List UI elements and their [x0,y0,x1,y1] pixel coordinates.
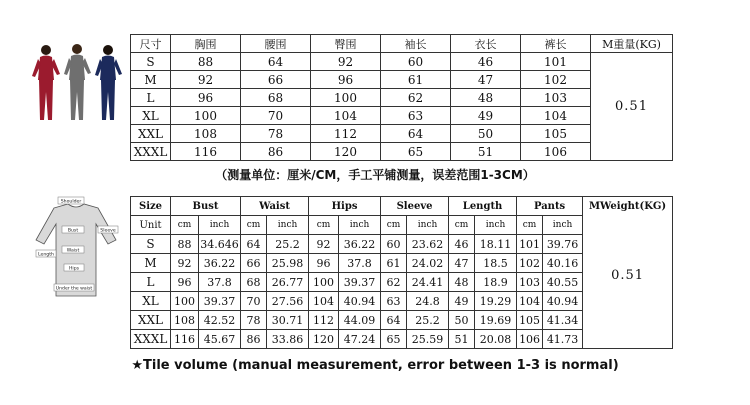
table-cell: 47 [451,71,521,89]
table-cell: 51 [451,143,521,161]
table-cell: 19.69 [475,311,517,330]
header-size: 尺寸 [131,35,171,53]
size-cell: XXXL [131,143,171,161]
table-cell: 116 [171,330,199,349]
table-cell: 33.86 [267,330,309,349]
size-cell: XL [131,292,171,311]
diagram-label-bust: Bust [67,228,79,234]
size-cell: L [131,273,171,292]
header-length: 衣长 [451,35,521,53]
table-cell: 64 [381,311,407,330]
table-cell: 49 [451,107,521,125]
table-cell: 26.77 [267,273,309,292]
table-cell: 61 [381,254,407,273]
model-grey-outfit [64,44,91,120]
table-cell: 106 [521,143,591,161]
table-cell: 92 [171,71,241,89]
diagram-label-sleeve: Sleeve [100,228,116,234]
table-cell: 64 [241,53,311,71]
table-cell: 92 [311,53,381,71]
diagram-label-shoulder: Shoulder [60,199,82,205]
table-cell: 101 [517,235,543,254]
measurement-note-en: ★Tile volume (manual measurement, error between 1-3 is normal) [131,358,619,373]
table-cell: 49 [449,292,475,311]
table-cell: 25.2 [407,311,449,330]
size-cell: M [131,71,171,89]
table-cell: 104 [517,292,543,311]
table-cell: 41.73 [543,330,583,349]
unit-inch: inch [407,216,449,235]
unit-inch: inch [543,216,583,235]
header-weight: M重量(KG) [591,35,673,53]
size-cell: XL [131,107,171,125]
table-cell: 88 [171,53,241,71]
table-cell: 64 [241,235,267,254]
table-cell: 104 [521,107,591,125]
header-hips: Hips [309,197,381,216]
header-waist: Waist [241,197,309,216]
table-cell: 60 [381,53,451,71]
table-cell: 65 [381,330,407,349]
table-cell: 68 [241,273,267,292]
table-cell: 25.59 [407,330,449,349]
table-cell: 100 [309,273,339,292]
table-cell: 102 [517,254,543,273]
table-cell: 44.09 [339,311,381,330]
table-header-row [131,197,673,216]
table-cell: 47.24 [339,330,381,349]
table-cell: 86 [241,143,311,161]
unit-inch: inch [475,216,517,235]
table-cell: 101 [521,53,591,71]
unit-cm: cm [381,216,407,235]
size-cell: XXL [131,311,171,330]
header-bust: 胸围 [171,35,241,53]
table-cell: 104 [311,107,381,125]
header-sleeve: Sleeve [381,197,449,216]
measurement-diagram [28,196,124,302]
diagram-label-length: Length [38,252,54,258]
table-cell: 37.8 [199,273,241,292]
unit-cm: cm [309,216,339,235]
table-cell: 61 [381,71,451,89]
header-sleeve: 袖长 [381,35,451,53]
table-cell: 96 [311,71,381,89]
table-cell: 45.67 [199,330,241,349]
table-cell: 36.22 [339,235,381,254]
table-cell: 100 [171,292,199,311]
table-cell: 92 [309,235,339,254]
size-table-cn [130,34,673,161]
table-cell: 47 [449,254,475,273]
header-size: Size [131,197,171,216]
table-cell: 116 [171,143,241,161]
table-cell: 66 [241,71,311,89]
table-cell: 39.76 [543,235,583,254]
unit-inch: inch [199,216,241,235]
model-red-outfit [32,45,60,120]
table-cell: 37.8 [339,254,381,273]
table-cell: 30.71 [267,311,309,330]
size-table-en [130,196,673,349]
table-cell: 103 [521,89,591,107]
size-cell: M [131,254,171,273]
table-cell: 40.55 [543,273,583,292]
table-cell: 48 [451,89,521,107]
table-cell: 24.8 [407,292,449,311]
table-cell: 18.9 [475,273,517,292]
unit-cm: cm [241,216,267,235]
table-cell: 100 [171,107,241,125]
unit-cm: cm [517,216,543,235]
table-cell: 51 [449,330,475,349]
table-cell: 105 [517,311,543,330]
table-cell: 96 [309,254,339,273]
table-cell: 92 [171,254,199,273]
unit-cm: cm [171,216,199,235]
header-pants: 裤长 [521,35,591,53]
measurement-note-cn: （测量单位：厘米/CM，手工平铺测量，误差范围1-3CM） [215,168,535,182]
table-cell: 68 [241,89,311,107]
size-cell: XXXL [131,330,171,349]
table-cell: 105 [521,125,591,143]
header-hips: 臀围 [311,35,381,53]
table-cell: 100 [311,89,381,107]
table-cell: 104 [309,292,339,311]
table-cell: 112 [311,125,381,143]
table-cell: 48 [449,273,475,292]
table-cell: 39.37 [199,292,241,311]
table-cell: 39.37 [339,273,381,292]
size-cell: S [131,235,171,254]
table-cell: 106 [517,330,543,349]
table-cell: 50 [451,125,521,143]
weight-value: 0.51 [591,53,673,161]
diagram-label-waist: Waist [66,248,80,254]
table-cell: 103 [517,273,543,292]
table-row [131,53,673,71]
table-cell: 66 [241,254,267,273]
unit-inch: inch [339,216,381,235]
table-cell: 60 [381,235,407,254]
table-cell: 78 [241,311,267,330]
header-pants: Pants [517,197,583,216]
table-cell: 96 [171,273,199,292]
table-cell: 40.16 [543,254,583,273]
table-cell: 64 [381,125,451,143]
table-cell: 19.29 [475,292,517,311]
table-cell: 24.41 [407,273,449,292]
table-cell: 62 [381,273,407,292]
model-navy-outfit [95,45,122,120]
header-length: Length [449,197,517,216]
header-weight: MWeight(KG) [588,201,667,212]
table-cell: 41.34 [543,311,583,330]
table-cell: 36.22 [199,254,241,273]
table-cell: 108 [171,125,241,143]
table-header-row [131,35,673,53]
table-cell: 40.94 [543,292,583,311]
table-cell: 25.2 [267,235,309,254]
table-cell: 24.02 [407,254,449,273]
table-cell: 112 [309,311,339,330]
weight-column [583,197,673,349]
weight-value: 0.51 [611,268,645,283]
table-cell: 108 [171,311,199,330]
table-cell: 23.62 [407,235,449,254]
header-bust: Bust [171,197,241,216]
table-cell: 18.5 [475,254,517,273]
table-cell: 50 [449,311,475,330]
table-cell: 70 [241,292,267,311]
table-cell: 120 [311,143,381,161]
table-cell: 20.08 [475,330,517,349]
table-cell: 62 [381,89,451,107]
table-cell: 70 [241,107,311,125]
table-cell: 40.94 [339,292,381,311]
unit-cm: cm [449,216,475,235]
table-cell: 120 [309,330,339,349]
table-cell: 96 [171,89,241,107]
table-cell: 34.646 [199,235,241,254]
table-cell: 65 [381,143,451,161]
model-photo [30,40,126,126]
table-cell: 46 [451,53,521,71]
table-cell: 63 [381,107,451,125]
diagram-label-under-waist: Under the waist [55,286,93,292]
table-cell: 25.98 [267,254,309,273]
table-cell: 78 [241,125,311,143]
table-cell: 63 [381,292,407,311]
size-cell: XXL [131,125,171,143]
table-cell: 46 [449,235,475,254]
diagram-label-hips: Hips [68,266,80,272]
table-cell: 102 [521,71,591,89]
table-cell: 27.56 [267,292,309,311]
size-cell: S [131,53,171,71]
header-waist: 腰围 [241,35,311,53]
table-cell: 18.11 [475,235,517,254]
table-cell: 42.52 [199,311,241,330]
size-cell: L [131,89,171,107]
table-cell: 86 [241,330,267,349]
unit-inch: inch [267,216,309,235]
table-cell: 88 [171,235,199,254]
unit-label: Unit [131,216,171,235]
